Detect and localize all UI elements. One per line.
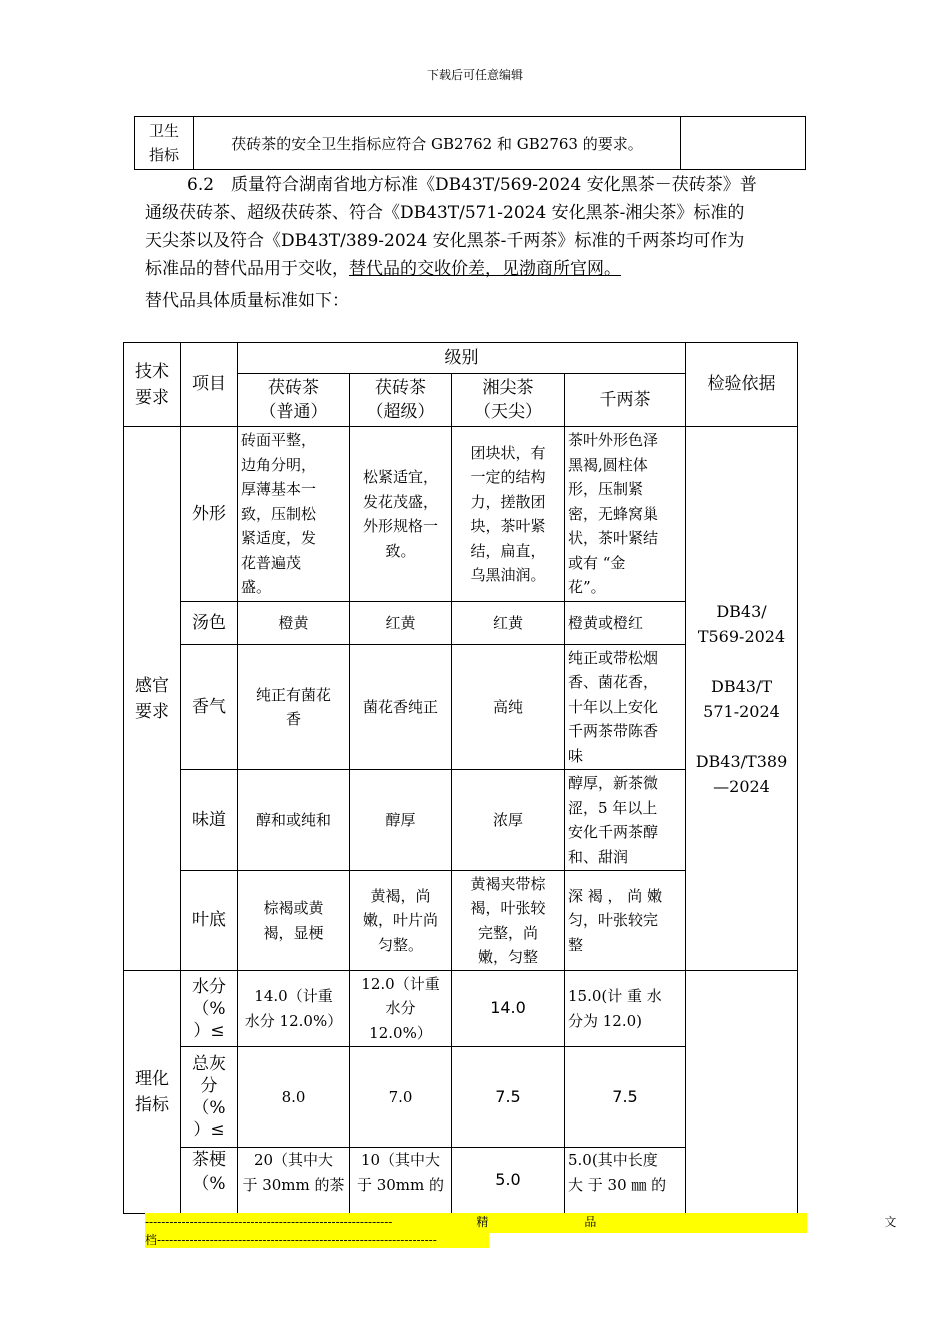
table-cell: 橙黄或橙红 [565,602,686,645]
table-cell: 14.0（计重 水分 12.0%） [238,971,350,1047]
inspection-basis-cell: DB43/ T569-2024 DB43/T 571-2024 DB43/T389 —2024 [686,427,798,971]
table-cell: 团块状，有 一定的结构 力，搓散团 块，茶叶紧 结，扁直， 乌黑油润。 [452,427,565,602]
section-paragraph [145,171,807,199]
table-cell: 7.5 [565,1047,686,1148]
table-cell: 深 褐 ， 尚 嫩 匀，叶张较完 整 [565,871,686,971]
para-line-4 [145,255,807,283]
table-row-item: 汤色 [181,602,238,645]
quality-standard-table [123,342,798,1214]
table-cell: 14.0 [452,971,565,1047]
table-cell: 醇厚，新茶微 涩，5 年以上 安化千两茶醇 和、甜润 [565,770,686,871]
table-cell: 纯正或带松烟 香、菌花香， 十年以上安化 千两茶带陈香 味 [565,645,686,770]
table-row-item: 香气 [181,645,238,770]
table-cell: 茶叶外形色泽 黑褐,圆柱体 形，压制紧 密，无蜂窝巢 状，茶叶紧结 或有 “金 花”。 [565,427,686,602]
table-row-item: 味道 [181,770,238,871]
table-cell: 5.0(其中长度 大 于 30 ㎜ 的 [565,1148,686,1214]
header-level: 级别 [238,343,686,374]
grade-fuzhuan-super: 茯砖茶 （超级） [350,374,452,427]
table-cell: 砖面平整， 边角分明， 厚薄基本一 致，压制松 紧适度，发 花普遍茂 盛。 [238,427,350,602]
table-cell: 黄褐夹带棕 褐，叶张较 完整，尚 嫩，匀整 [452,871,565,971]
table-cell: 12.0（计重 水分 12.0%） [350,971,452,1047]
table-cell: 红黄 [350,602,452,645]
table-cell: 5.0 [452,1148,565,1214]
page-header: 下载后可任意编辑 [426,68,523,82]
table-cell: 7.0 [350,1047,452,1148]
inspection-basis-empty [686,971,798,1214]
grade-xiangjian-tianjian: 湘尖茶 （天尖） [452,374,565,427]
table-cell: 7.5 [452,1047,565,1148]
header-inspection-basis: 检验依据 [686,343,798,427]
group-sensory: 感官 要求 [124,427,181,971]
table-cell: 醇和或纯和 [238,770,350,871]
table-cell: 棕褐或黄 褐，显梗 [238,871,350,971]
table-row-item: 茶梗 （% [181,1148,238,1214]
para-line-1: 6.2 质量符合湖南省地方标准《DB43T/569-2024 安化黑茶－茯砖茶》普 [187,175,757,195]
table-cell: 黄褐，尚 嫩，叶片尚 匀整。 [350,871,452,971]
table-cell: 10（其中大 于 30mm 的 [350,1148,452,1214]
table-cell: 高纯 [452,645,565,770]
hygiene-extra [681,117,806,170]
footer-highlight [145,1213,897,1233]
price-diff-link-text: 替代品的交收价差，见渤商所官网。 [349,259,621,279]
footer-line-2: 档--------------------------------------------------------------------- [145,1231,489,1248]
para-line-4-text: 标准品的替代品用于交收， [145,259,349,279]
table-row-item: 总灰 分 （% ）≤ [181,1047,238,1148]
group-physicochemical: 理化 指标 [124,971,181,1214]
grade-qianliang: 千两茶 [565,374,686,427]
grade-fuzhuan-ordinary: 茯砖茶 （普通） [238,374,350,427]
hygiene-table [134,116,806,170]
header-tech-requirement: 技术 要求 [124,343,181,427]
table-row-item: 外形 [181,427,238,602]
para-line-3: 天尖茶以及符合《DB43T/389-2024 安化黑茶-千两茶》标准的千两茶均可作为 [145,231,745,251]
hygiene-label: 卫生 指标 [135,117,194,170]
hygiene-content: 茯砖茶的安全卫生指标应符合 GB2762 和 GB2763 的要求。 [194,117,681,170]
table-intro: 替代品具体质量标准如下： [145,291,349,311]
table-cell: 橙黄 [238,602,350,645]
footer-line-1: ------------------------------------------------------------- 精 品 文 [145,1215,897,1229]
header-item: 项目 [181,343,238,427]
para-line-2: 通级茯砖茶、超级茯砖茶、符合《DB43T/571-2024 安化黑茶-湘尖茶》标准的 [145,203,745,223]
table-row-item: 叶底 [181,871,238,971]
table-cell: 15.0(计 重 水 分为 12.0) [565,971,686,1047]
table-cell: 红黄 [452,602,565,645]
table-cell: 醇厚 [350,770,452,871]
table-cell: 8.0 [238,1047,350,1148]
table-cell: 浓厚 [452,770,565,871]
table-cell: 纯正有菌花 香 [238,645,350,770]
table-cell: 菌花香纯正 [350,645,452,770]
table-cell: 20（其中大 于 30mm 的茶 [238,1148,350,1214]
table-row-item: 水分 （% ）≤ [181,971,238,1047]
table-cell: 松紧适宜， 发花茂盛， 外形规格一 致。 [350,427,452,602]
